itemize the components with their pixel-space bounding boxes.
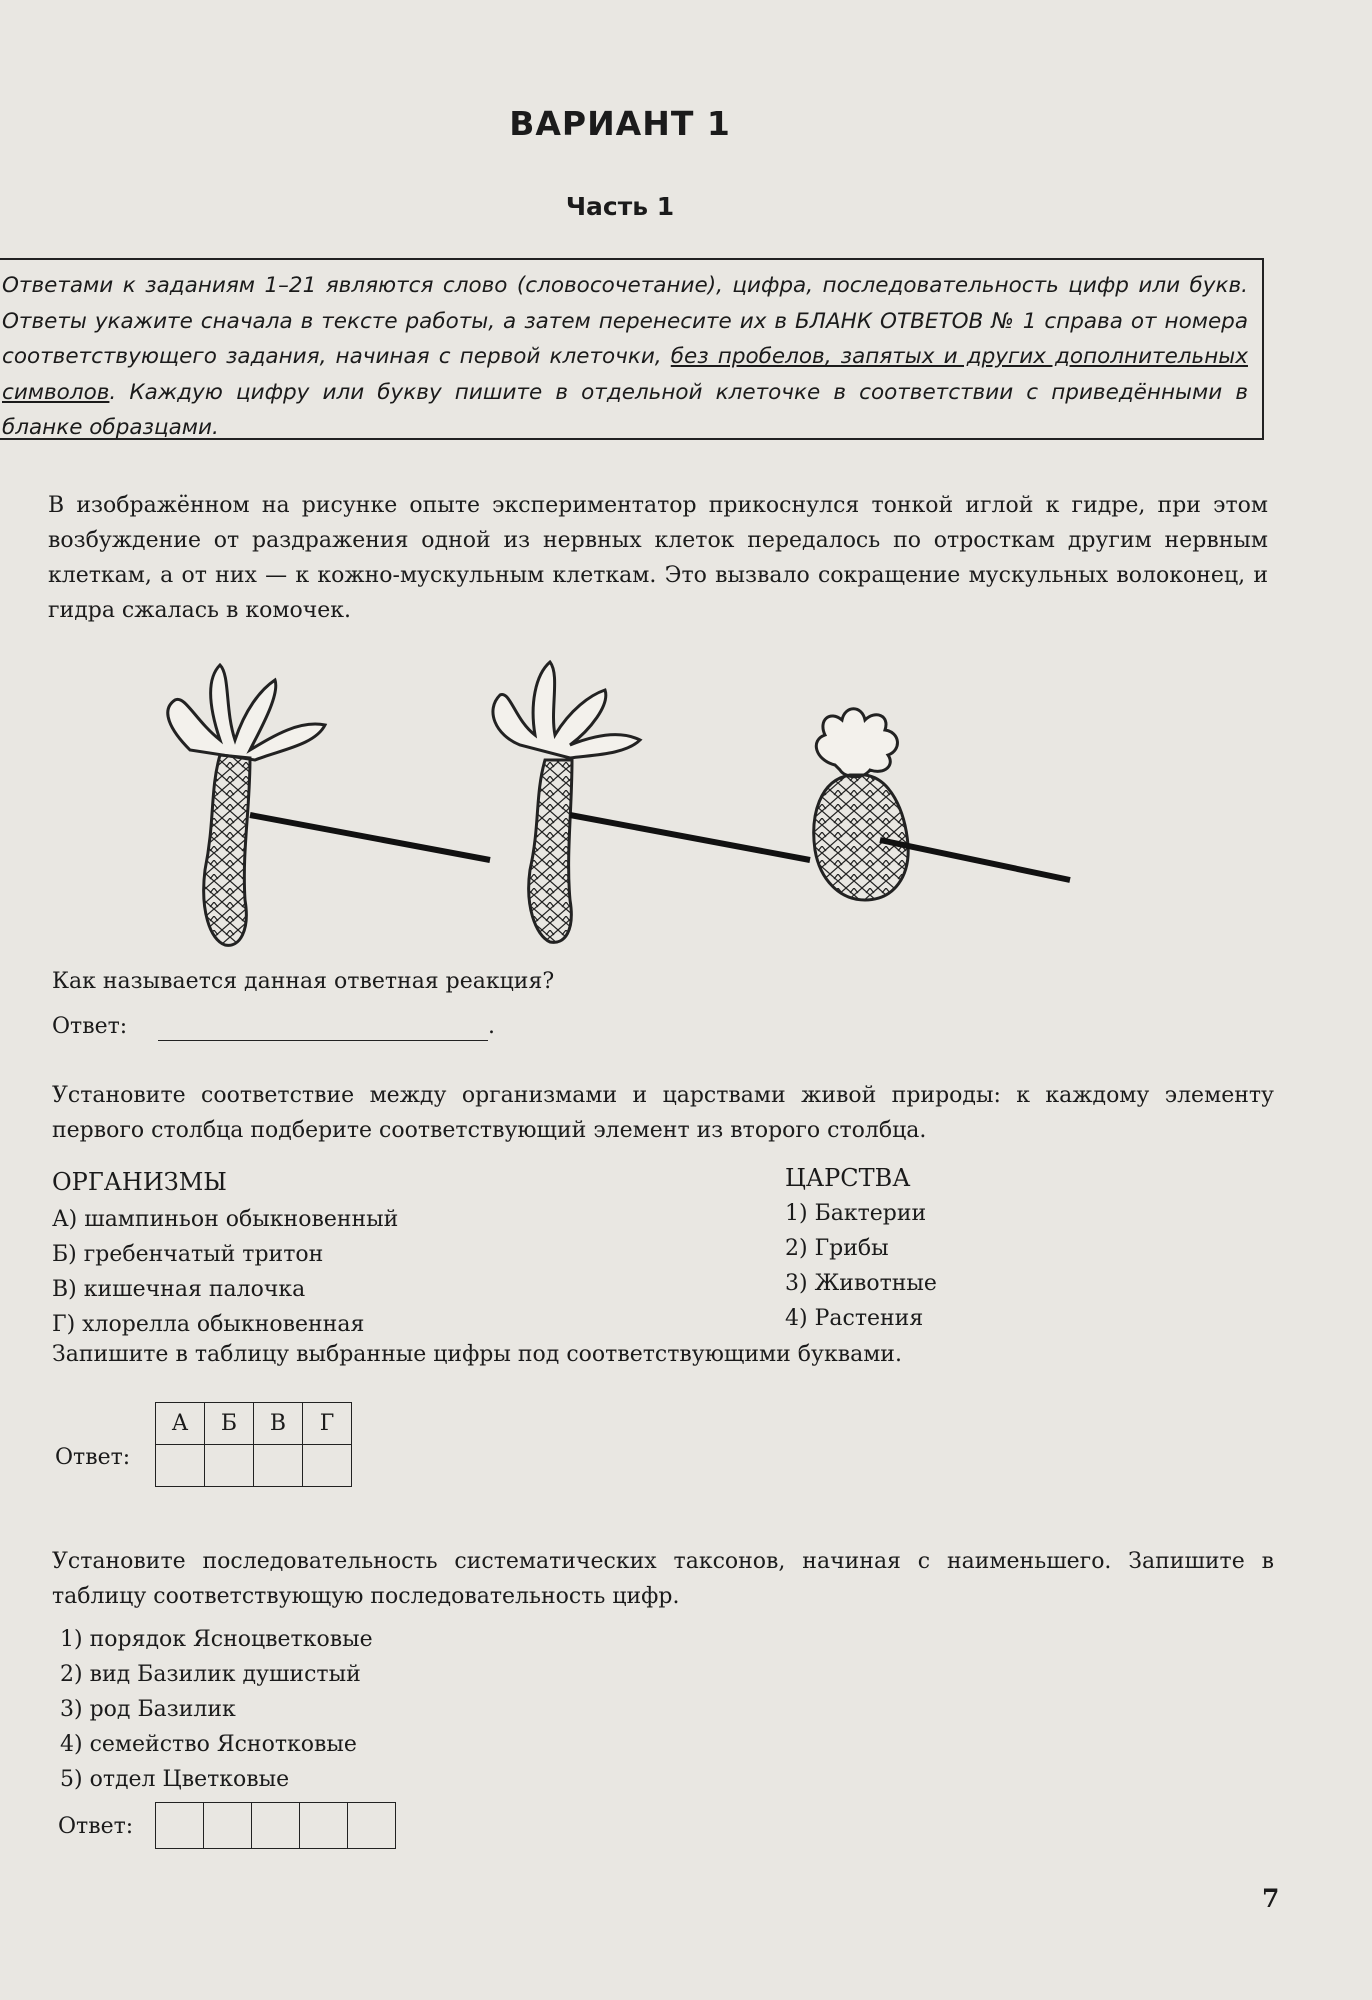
answer-cell[interactable] <box>205 1445 254 1487</box>
needle-1 <box>250 815 490 860</box>
instructions-underlined: без пробелов, запятых и других дополнительных символов <box>2 344 1248 405</box>
question-1-prompt: Как называется данная ответная реакция? <box>52 969 555 994</box>
question-3-answer-label: Ответ: <box>58 1814 134 1839</box>
list-item: 2) Грибы <box>785 1236 889 1261</box>
instructions-text-1: Ответами к заданиям 1–21 являются слово (словосочетание), цифра, последовательность цифр или букв. Ответы укажите сначала в тексте работы, а затем перенесите их в БЛАНК ОТВЕТОВ № 1 справа от номера соответствующего задания, начиная с первой клеточки, <box>2 273 1248 369</box>
list-item: Г) хлорелла обыкновенная <box>52 1312 365 1337</box>
page-number: 7 <box>1262 1884 1280 1913</box>
answer-cell[interactable] <box>348 1803 395 1848</box>
list-item: В) кишечная палочка <box>52 1277 306 1302</box>
question-2-answer-table <box>155 1402 352 1487</box>
list-item: 1) порядок Ясноцветковые <box>60 1627 373 1652</box>
answer-cell[interactable] <box>303 1445 352 1487</box>
answer-cell[interactable] <box>254 1445 303 1487</box>
question-1-text: В изображённом на рисунке опыте экспериментатор прикоснулся тонкой иглой к гидре, при этом возбуждение от раздражения одной из нервных клеток передалось по отросткам другим нервным клеткам, а от них — к кожно-мускульным клеткам. Это вызвало сокращение мускульных волоконец, и гидра сжалась в комочек. <box>48 493 1268 623</box>
question-2-text: Установите соответствие между организмами и царствами живой природы: к каждому элементу первого столбца подберите соответствующий элемент из второго столбца. <box>52 1083 1274 1143</box>
list-item: Б) гребенчатый тритон <box>52 1242 324 1267</box>
organisms-list <box>52 1202 398 1342</box>
list-item: 4) Растения <box>785 1306 924 1331</box>
question-2-answer-label: Ответ: <box>55 1445 131 1470</box>
needle-2 <box>570 815 810 860</box>
question-1-answer-period: . <box>488 1014 495 1039</box>
instructions-text-2: . Каждую цифру или букву пишите в отдельной клеточке в соответствии с приведёнными в бланке образцами. <box>2 379 1248 440</box>
answer-cell[interactable] <box>252 1803 300 1848</box>
part-title: Часть 1 <box>565 192 675 221</box>
taxa-list <box>60 1622 373 1797</box>
hydra-3-contracted-icon <box>814 709 908 900</box>
answer-cell[interactable] <box>300 1803 348 1848</box>
list-item: 3) Животные <box>785 1271 937 1296</box>
hydra-1-icon <box>168 665 325 945</box>
question-3-text: Установите последовательность систематических таксонов, начиная с наименьшего. Запишите в таблицу соответствующую последовательность цифр. <box>52 1549 1274 1609</box>
answer-cell[interactable] <box>156 1445 205 1487</box>
instructions-box <box>0 258 1264 440</box>
hydra-illustration <box>150 650 1130 950</box>
list-item: 2) вид Базилик душистый <box>60 1662 361 1687</box>
organisms-heading: ОРГАНИЗМЫ <box>52 1168 227 1196</box>
answer-col-b: Б <box>205 1403 254 1445</box>
list-item: А) шампиньон обыкновенный <box>52 1207 399 1232</box>
hydra-2-icon <box>493 662 640 942</box>
answer-col-g: Г <box>303 1403 352 1445</box>
question-1-answer-label: Ответ: <box>52 1014 128 1039</box>
variant-title: ВАРИАНТ 1 <box>509 104 731 143</box>
list-item: 4) семейство Яснотковые <box>60 1732 357 1757</box>
question-1-answer-line[interactable] <box>158 1040 488 1041</box>
list-item: 1) Бактерии <box>785 1201 927 1226</box>
answer-col-v: В <box>254 1403 303 1445</box>
list-item: 5) отдел Цветковые <box>60 1767 290 1792</box>
question-3-answer-cells <box>155 1802 396 1849</box>
kingdoms-heading: ЦАРСТВА <box>785 1164 911 1192</box>
kingdoms-list <box>785 1196 937 1336</box>
answer-col-a: А <box>156 1403 205 1445</box>
question-2-instruction: Запишите в таблицу выбранные цифры под соответствующими буквами. <box>52 1342 902 1367</box>
list-item: 3) род Базилик <box>60 1697 236 1722</box>
answer-cell[interactable] <box>204 1803 252 1848</box>
answer-cell[interactable] <box>156 1803 204 1848</box>
